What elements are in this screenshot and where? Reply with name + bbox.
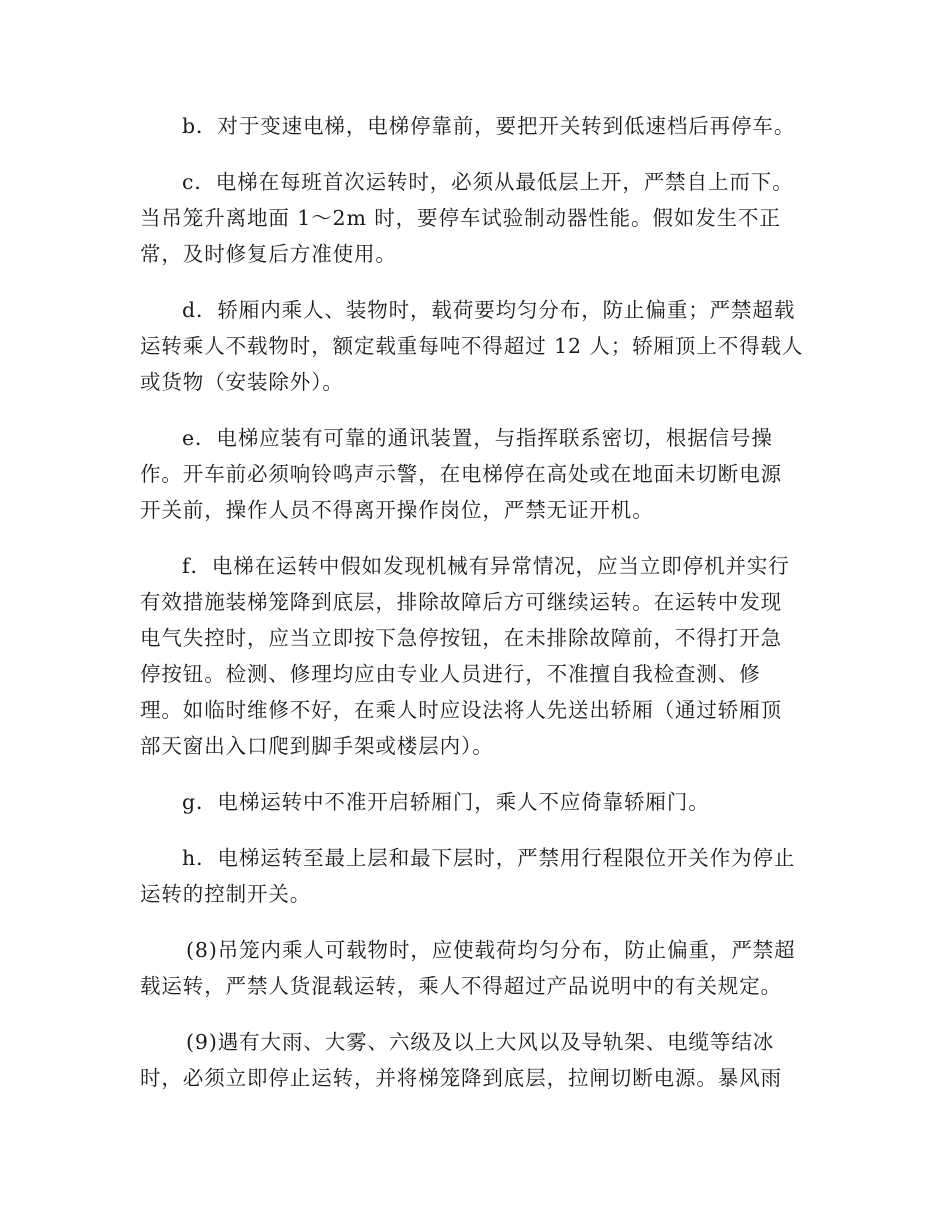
text-line: 有效措施装梯笼降到底层，排除故障后方可继续运转。在运转中发现 xyxy=(140,590,782,614)
text-line: 作。开车前必须响铃鸣声示警，在电梯停在高处或在地面未切断电源 xyxy=(140,462,782,486)
text-line: 理。如临时维修不好，在乘人时应设法将人先送出轿厢（通过轿厢顶 xyxy=(140,698,782,722)
paragraph-g xyxy=(140,784,810,820)
text-line: 运转的控制开关。 xyxy=(140,882,312,906)
text-line: 当吊笼升离地面 1～2m 时，要停车试验制动器性能。假如发生不正 xyxy=(140,206,781,230)
paragraph-h xyxy=(140,840,810,912)
text-line: g．电梯运转中不准开启轿厢门，乘人不应倚靠轿厢门。 xyxy=(182,790,710,814)
text-line: b．对于变速电梯，电梯停靠前，要把开关转到低速档后再停车。 xyxy=(182,114,796,138)
paragraph-b xyxy=(140,108,810,144)
text-line: h．电梯运转至最上层和最下层时，严禁用行程限位开关作为停止 xyxy=(182,846,796,870)
paragraph-e xyxy=(140,420,810,528)
paragraph-f xyxy=(140,548,810,764)
paragraph-c xyxy=(140,164,810,272)
paragraph-8 xyxy=(140,932,810,1004)
paragraph-d xyxy=(140,292,810,400)
text-line: 电气失控时，应当立即按下急停按钮，在未排除故障前，不得打开急 xyxy=(140,626,782,650)
text-line: e．电梯应装有可靠的通讯装置，与指挥联系密切，根据信号操 xyxy=(182,426,773,450)
text-line: 常，及时修复后方准使用。 xyxy=(140,242,397,266)
document-body xyxy=(140,108,810,1116)
text-line: f．电梯在运转中假如发现机械有异常情况，应当立即停机并实行 xyxy=(182,554,790,578)
text-line: (8)吊笼内乘人可载物时，应使载荷均匀分布，防止偏重，严禁超 xyxy=(186,938,796,962)
text-line: 部天窗出入口爬到脚手架或楼层内）。 xyxy=(140,734,494,758)
text-line: c．电梯在每班首次运转时，必须从最低层上开，严禁自上而下。 xyxy=(182,170,794,194)
text-line: 开关前，操作人员不得离开操作岗位，严禁无证开机。 xyxy=(140,498,654,522)
text-line: 运转乘人不载物时，额定载重每吨不得超过 12 人；轿厢顶上不得载人 xyxy=(140,334,804,358)
text-line: (9)遇有大雨、大雾、六级及以上大风以及导轨架、电缆等结冰 xyxy=(186,1030,775,1054)
text-line: 或货物（安装除外）。 xyxy=(140,370,344,394)
text-line: 载运转，严禁人货混载运转，乘人不得超过产品说明中的有关规定。 xyxy=(140,974,782,998)
paragraph-9 xyxy=(140,1024,810,1096)
text-line: 时，必须立即停止运转，并将梯笼降到底层，拉闸切断电源。暴风雨 xyxy=(140,1066,782,1090)
text-line: 停按钮。检测、修理均应由专业人员进行，不准擅自我检查测、修 xyxy=(140,662,761,686)
text-line: d．轿厢内乘人、装物时，载荷要均匀分布，防止偏重；严禁超载 xyxy=(182,298,796,322)
